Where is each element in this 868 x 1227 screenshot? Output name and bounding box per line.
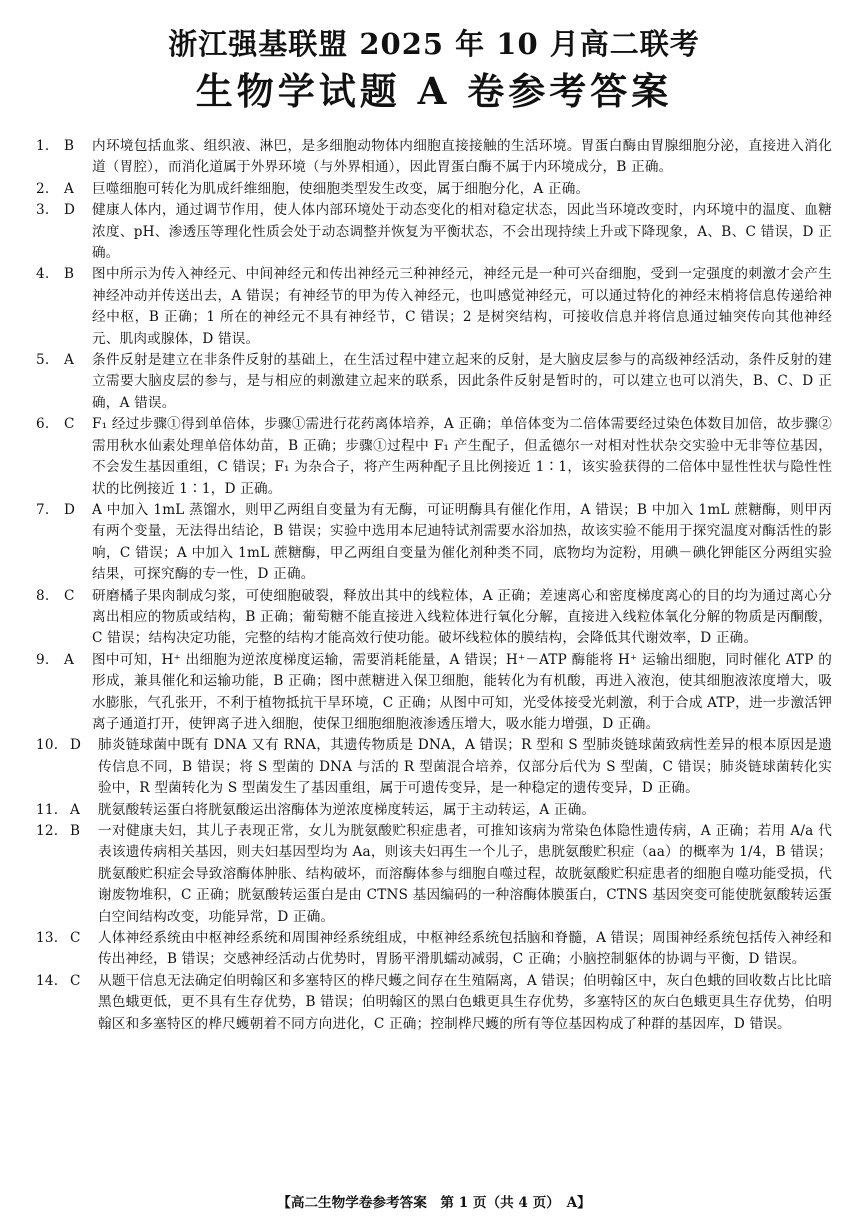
answer-item <box>36 800 832 821</box>
answer-explanation: 图中所示为传入神经元、中间神经元和传出神经元三种神经元，神经元是一种可兴奋细胞，受到一定强度的刺激才会产生神经冲动并传送出去，A 错误；有神经节的甲为传入神经元，也叫感觉神经元，可以通过特化的神经末梢将信息传递给神经中枢，B 正确；1 所在的神经元不具有神经节，C 错误；2 是树突结构，可接收信息并将信息通过轴突传向其他神经元、肌肉或腺体，D 错误。 <box>92 266 832 347</box>
answer-item <box>36 200 832 264</box>
answer-explanation: 健康人体内，通过调节作用，使人体内部环境处于动态变化的相对稳定状态，因此当环境改变时，内环境中的温度、血糖浓度、pH、渗透压等理化性质会处于动态调整并恢复为平衡状态，不会出现持续上升或下降现象，A、B、C 错误，D 正确。 <box>92 202 832 262</box>
question-number: 8. <box>36 587 50 604</box>
answer-choice: A <box>64 352 75 369</box>
answer-item <box>36 179 832 200</box>
answer-item <box>36 586 832 650</box>
answer-item <box>36 821 832 928</box>
answer-choice: A <box>64 651 75 668</box>
question-number: 7. <box>36 501 50 518</box>
answer-choice: C <box>64 416 75 433</box>
answer-choice: A <box>64 180 75 197</box>
answer-choice: B <box>64 266 75 283</box>
question-number: 14. <box>36 972 59 989</box>
answer-explanation: 从题干信息无法确定伯明翰区和多塞特区的桦尺蠖之间存在生殖隔离，A 错误；伯明翰区中，灰白色蛾的回收数占比比暗黑色蛾更低，更不具有生存优势，B 错误；伯明翰区的黑白色蛾更具生存优势，多塞特区的灰白色蛾更具生存优势，伯明翰区和多塞特区的桦尺蠖朝着不同方向进化，C 正确；控制桦尺蠖的所有等位基因构成了种群的基因库，D 错误。 <box>98 972 832 1032</box>
answer-explanation: A 中加入 1mL 蒸馏水，则甲乙两组自变量为有无酶，可证明酶具有催化作用，A 错误；B 中加入 1mL 蔗糖酶，则甲丙有两个变量，无法得出结论，B 错误；实验中选用本尼迪特试剂需要水浴加热，故该实验不能用于探究温度对酶活性的影响，C 错误；A 中加入 1mL 蔗糖酶，甲乙两组自变量为催化剂种类不同，底物均为淀粉，用碘－碘化钾能区分两组实验结果，可探究酶的专一性，D 正确。 <box>92 501 832 583</box>
answer-explanation: 条件反射是建立在非条件反射的基础上，在生活过程中建立起来的反射，是大脑皮层参与的高级神经活动，条件反射的建立需要大脑皮层的参与，是与相应的刺激建立起来的联系，因此条件反射是暂时的，可以建立也可以消失，B、C、D 正确，A 错误。 <box>92 352 832 411</box>
exam-title: 浙江强基联盟 2025 年 10 月高二联考 <box>168 27 700 61</box>
page-footer: 【高二生物学卷参考答案 第 1 页（共 4 页） A】 <box>277 1195 591 1211</box>
answer-choice: C <box>70 930 81 947</box>
answer-choice: D <box>70 737 82 754</box>
question-number: 1. <box>36 138 50 154</box>
answer-explanation: 人体神经系统由中枢神经系统和周围神经系统组成，中枢神经系统包括脑和脊髓，A 错误；周围神经系统包括传入神经和传出神经，B 错误；交感神经活动占优势时，胃肠平滑肌蠕动减弱，C 正确；小脑控制躯体的协调与平衡，D 错误。 <box>98 930 832 968</box>
answer-item <box>36 971 832 1035</box>
answer-item <box>36 136 832 179</box>
question-number: 4. <box>36 266 50 283</box>
answer-choice: A <box>70 801 81 818</box>
answer-choice: C <box>64 587 75 604</box>
answer-item <box>36 928 832 971</box>
question-number: 3. <box>36 202 50 219</box>
answer-item <box>36 414 832 500</box>
answer-choice: B <box>64 138 75 154</box>
answer-choice: D <box>64 202 76 219</box>
answer-explanation: 巨噬细胞可转化为肌成纤维细胞，使细胞类型发生改变，属于细胞分化，A 正确。 <box>92 180 590 197</box>
answer-item <box>36 500 832 586</box>
question-number: 9. <box>36 651 50 668</box>
answer-explanation: 内环境包括血浆、组织液、淋巴，是多细胞动物体内细胞直接接触的生活环境。胃蛋白酶由胃腺细胞分泌，直接进入消化道（胃腔），而消化道属于外界环境（与外界相通），因此胃蛋白酶不属于内环境成分，B 正确。 <box>92 138 832 176</box>
answer-item <box>36 650 832 736</box>
answer-explanation: 胱氨酸转运蛋白将胱氨酸运出溶酶体为逆浓度梯度转运，属于主动转运，A 正确。 <box>98 801 596 818</box>
answer-list <box>36 136 832 1035</box>
question-number: 12. <box>36 823 59 839</box>
question-number: 5. <box>36 352 50 369</box>
answer-item <box>36 350 832 414</box>
answer-key-title: 生物学试题 A 卷参考答案 <box>195 69 673 113</box>
question-number: 2. <box>36 180 50 197</box>
answer-explanation: F₁ 经过步骤①得到单倍体，步骤①需进行花药离体培养，A 正确；单倍体变为二倍体需要经过染色体数目加倍，故步骤②需用秋水仙素处理单倍体幼苗，B 正确；步骤①过程中 F₁ 产生配子，但孟德尔一对相对性状杂交实验中无非等位基因，不会发生基因重组，C 错误；F₁ 为杂合子，将产生两种配子且比例接近 1∶1，该实验获得的二倍体中显性性状与隐性性状的比例接近 1∶1，D 正确。 <box>92 416 832 497</box>
answer-choice: B <box>70 823 81 839</box>
answer-choice: D <box>64 501 76 518</box>
question-number: 13. <box>36 930 59 947</box>
answer-explanation: 研磨橘子果肉制成匀浆，可使细胞破裂，释放出其中的线粒体，A 正确；差速离心和密度梯度离心的目的均为通过离心分离出相应的物质或结构，B 正确；葡萄糖不能直接进入线粒体进行氧化分解，直接进入线粒体氧化分解的物质是丙酮酸，C 错误；结构决定功能，完整的结构才能高效行使功能。破坏线粒体的膜结构，会降低其代谢效率，D 正确。 <box>92 587 832 647</box>
answer-explanation: 一对健康夫妇，其儿子表现正常，女儿为胱氨酸贮积症患者，可推知该病为常染色体隐性遗传病，A 正确；若用 A/a 代表该遗传病相关基因，则夫妇基因型均为 Aa，则该夫妇再生一个儿子，患胱氨酸贮积症（aa）的概率为 1/4，B 错误；胱氨酸贮积症会导致溶酶体肿胀、结构破坏，而溶酶体参与细胞自噬过程，故胱氨酸贮积症患者的细胞自噬功能受损，代谢废物堆积，C 正确；胱氨酸转运蛋白是由 CTNS 基因编码的一种溶酶体膜蛋白，CTNS 基因突变可能使胱氨酸转运蛋白空间结构改变，功能异常，D 正确。 <box>98 823 832 925</box>
answer-explanation: 肺炎链球菌中既有 DNA 又有 RNA，其遗传物质是 DNA，A 错误；R 型和 S 型肺炎链球菌致病性差异的根本原因是遗传信息不同，B 错误；将 S 型菌的 DNA 与活的 R 型菌混合培养，仅部分后代为 S 型菌，C 错误；肺炎链球菌转化实验中，R 型菌转化为 S 型菌发生了基因重组，属于可遗传变异，是一种稳定的遗传变异，D 正确。 <box>98 737 832 797</box>
answer-explanation: 图中可知，H⁺ 出细胞为逆浓度梯度运输，需要消耗能量，A 错误；H⁺－ATP 酶能将 H⁺ 运输出细胞，同时催化 ATP 的形成，兼具催化和运输功能，B 正确；图中蔗糖进入保卫细胞，能转化为有机酸，再进入液泡，使其细胞液浓度增大，吸水膨胀，气孔张开，不利于植物抵抗干旱环境，C 正确；从图中可知，光受体接受光刺激，利于合成 ATP，进一步激活钾离子通道打开，使钾离子进入细胞，使保卫细胞细胞液渗透压增大，吸水能力增强，D 正确。 <box>92 651 832 732</box>
answer-item <box>36 264 832 350</box>
question-number: 10. <box>36 737 59 754</box>
question-number: 11. <box>36 801 59 818</box>
question-number: 6. <box>36 416 50 433</box>
answer-choice: C <box>70 972 81 989</box>
answer-item <box>36 735 832 799</box>
